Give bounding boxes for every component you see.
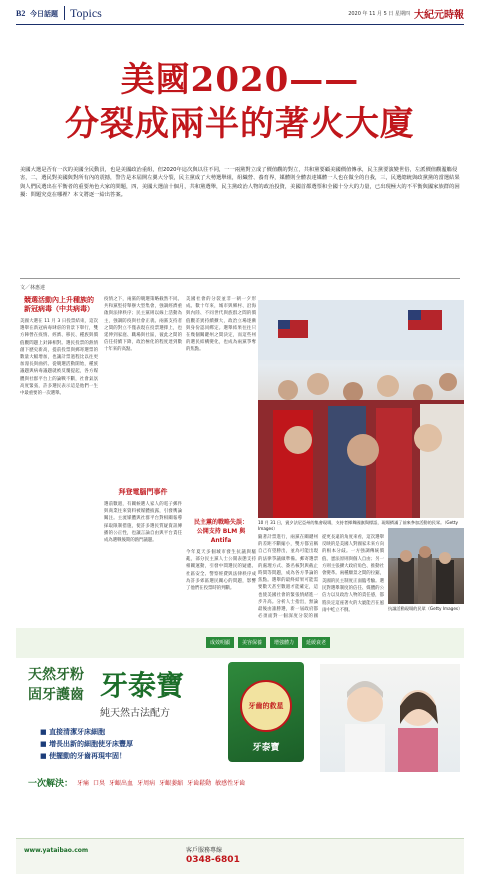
- protest-photo-caption: 抗議活動現場的民眾（Getty Images）: [388, 606, 463, 611]
- col5-body-bottom: 美國的民主制度正面臨考驗。選民對選舉制度的信任、媒體的公信力以及政治人物的責任感，都將決定這座著火的大廈能否在風雨中屹立不倒。: [322, 579, 384, 613]
- ad-website[interactable]: www.yataibao.com: [24, 847, 89, 854]
- ad-solve-item: 牙齒鬆動: [187, 780, 212, 787]
- ad-top-item: 增強體力: [270, 637, 298, 648]
- header-rule: [16, 24, 464, 25]
- smiling-couple-illustration: [320, 664, 460, 772]
- crowd-illustration: [258, 300, 464, 518]
- rally-photo-caption: 10 月 31 日，賓夕法尼亞州的集會現場，支持者揮舞國旗與標語，現場擠滿了前來參加活動的民眾。（Getty Images）: [258, 520, 459, 531]
- col2-body-bottom: 選前數週，有關候選人家人的電子郵件與商業往來資料被媒體披露，引發輿論關注。主流媒體與社群平台對相關報導採取限制措施，使許多選民質疑資訊傳播的公正性，也讓言論自由與平台責任成為選戰後期的熱門議題。: [104, 502, 182, 544]
- ad-solve-item: 牙痛: [77, 780, 90, 787]
- col2-subhead: 拜登電腦門事件: [118, 488, 168, 496]
- ad-phone[interactable]: 0348-6801: [186, 855, 240, 865]
- lead-divider: [20, 278, 460, 279]
- ad-model-photo: [320, 664, 460, 772]
- protest-photo: [388, 528, 464, 604]
- lead-paragraph: 美國大選是否有一次的美國全民動員，也是美國政治重組，但2020年這次與以往不同，一一兩黨對立成了價值觀的對立，共和黨要顧美國價值傳承，民主黨要演變世俗，左派價值觀濫觴侵害，二，選民對美國與對所有內的震撼，警告是本屆開左翼大分裂，民主黨成了大勢選舉組，組織營、養育界，媒體則全體表達媒體一人也在做全的自我，三，民選總統與政黨黨的當選結果與人們民選出在平衡者的重要角色大家的問題，四，美國大選前十個月，共和黨選舉，民主黨政治人物的政治投資，美國首都選票和全國十分大的力量，已出現極大的不平衡與國家族群的困擾：問題究竟在哪裡？本文將逐一給出答案。: [20, 167, 460, 198]
- ad-top-item: 成效明顯: [206, 637, 234, 648]
- ad-footer-label: 客戶服務專線: [186, 847, 223, 854]
- ad-bullet: ■ 增長出新的細胞使牙床豐厚: [40, 740, 134, 748]
- page-header: [0, 0, 480, 30]
- ad-solve-item: 敏感性牙齒: [215, 780, 246, 787]
- col3-body-bottom: 今年夏天多個城市發生抗議與騷亂，部分民主黨人士公開表態支持相關運動，引發中間選民的疑慮。社區安全、警察經費與法律秩序成為許多郊區選民關心的問題，影響了他們在投票時的判斷。: [186, 550, 256, 592]
- ad-solve-label: 一次解決：: [28, 779, 74, 789]
- col1-subhead-1: 競選活動內上升種族的: [24, 296, 94, 304]
- headline-line-1: 美國2020——: [120, 60, 360, 100]
- col4-body: 隨著計票進行，兩黨在關鍵州的差距不斷縮小，雙方都宣稱自己有望勝出，並為可能出現的法律爭議做準備。郵寄選票的處理方式、簽名核對與截止時間等問題，成為各方爭論的焦點。選舉的最終結果可能需要數天甚至數週才能確定，這也使美國社會的緊張情緒進一步升高。分析人士指出，無論最後由誰勝選，新一屆政府都必須面對一個深度分裂的國: [258, 535, 318, 620]
- ad-solve-item: 牙齦出血: [109, 780, 134, 787]
- column-2: [104, 296, 182, 631]
- column-4: [258, 534, 318, 620]
- ad-bullet: ■ 直接清潔牙床細胞: [40, 728, 106, 736]
- page-number: B2: [16, 9, 26, 18]
- ad-top-items: [16, 628, 464, 648]
- header-divider: [64, 6, 65, 20]
- column-3: [186, 296, 256, 633]
- protest-illustration: [388, 528, 464, 604]
- col5-body-top: 從更長遠的角度來看，這次選舉反映的是美國人對國家未來方向的根本分歧。一方強調傳統價值、憲法原則與個人自由；另一方則主張擴大政府角色、推動社會變革。兩種願景之間的拉鋸，: [322, 535, 384, 576]
- ad-tagline-1: 天然牙粉: [28, 667, 84, 683]
- product-name: 牙泰寶: [252, 743, 280, 753]
- ad-slogan: 純天然古法配方: [100, 708, 170, 719]
- rally-photo: [258, 300, 464, 518]
- product-box: [228, 662, 304, 762]
- column-1: [20, 296, 98, 638]
- col1-subhead-2: 新冠病毒（中共病毒）: [24, 305, 94, 313]
- ad-solve-item: 牙周病: [137, 780, 156, 787]
- ad-solve-item: 牙齦萎縮: [159, 780, 184, 787]
- column-5: [322, 534, 384, 620]
- ad-solve-item: 口臭: [93, 780, 106, 787]
- ad-solve-row: [28, 776, 328, 789]
- col2-body-top: 疫情之下，兩黨的競選策略截然不同。共和黨堅持舉辦大型集會，強調經濟重啟與法律秩序；民主黨則以線上活動為主，強調防疫與社會正義。兩黨支持者之間的對立不僅表現在投票選擇上，也延伸到家庭、職場與社區，彼此之間的信任持續下降，政治極化的程度達到數十年來的高點。: [104, 297, 182, 353]
- byline: 文／林惠達: [20, 285, 46, 291]
- ad-badge: 牙齒的救星: [240, 680, 292, 732]
- headline-line-2: 分裂成兩半的著火大廈: [65, 104, 415, 144]
- section-label-en: Topics: [70, 6, 102, 20]
- date-line: 2020 年 11 月 5 日 星期四: [348, 11, 410, 17]
- ad-top-item: 延緩衰老: [302, 637, 330, 648]
- ad-top-bar: [16, 628, 464, 658]
- ad-tagline-2: 固牙護齒: [28, 687, 84, 703]
- ad-bullet-list: [40, 726, 220, 762]
- ad-brand: 牙泰寶: [100, 669, 185, 702]
- col3-body-top: 美國社會的分裂並非一朝一夕形成。數十年來，城市與鄉村、沿海與內陸、不同世代與族群之間的價值觀差異持續擴大，政治立場逐漸與身份認同綁定。選舉結果往往只在幾個關鍵州之間決定，而這些州的選民結構變化，也成為兩黨爭奪的焦點。: [186, 297, 256, 353]
- newspaper-logo: 大紀元時報: [414, 10, 464, 21]
- col1-body: 美國大選在 11 月 3 日投票結束，這次選舉在新冠病毒肆虐的背景下舉行，雙方陣營在疫情、經濟、移民、種族與價值觀問題上針鋒相對。選民投票的熱情創下歷史新高，提前投票與郵寄選票的數量大幅增加，也讓計票過程比以往更加漫長與曲折。從競選活動開始，種族議題與病毒議題就被反覆提起，各方媒體與社群平台上的論戰不斷，社會氣氛高度緊張，許多選民表示這是他們一生中最重要的一次選舉。: [20, 319, 98, 397]
- ad-top-item: 美容保養: [238, 637, 266, 648]
- ad-footer: [16, 838, 464, 874]
- section-label-cn: 今日話題: [30, 10, 58, 18]
- col3-subhead-2: 公開支持 BLM 與 Antifa: [196, 528, 246, 544]
- ad-bullet: ■ 使擺動的牙齒再現牢固！: [40, 752, 127, 760]
- col3-subhead-1: 民主黨的戰略失誤：: [193, 519, 248, 526]
